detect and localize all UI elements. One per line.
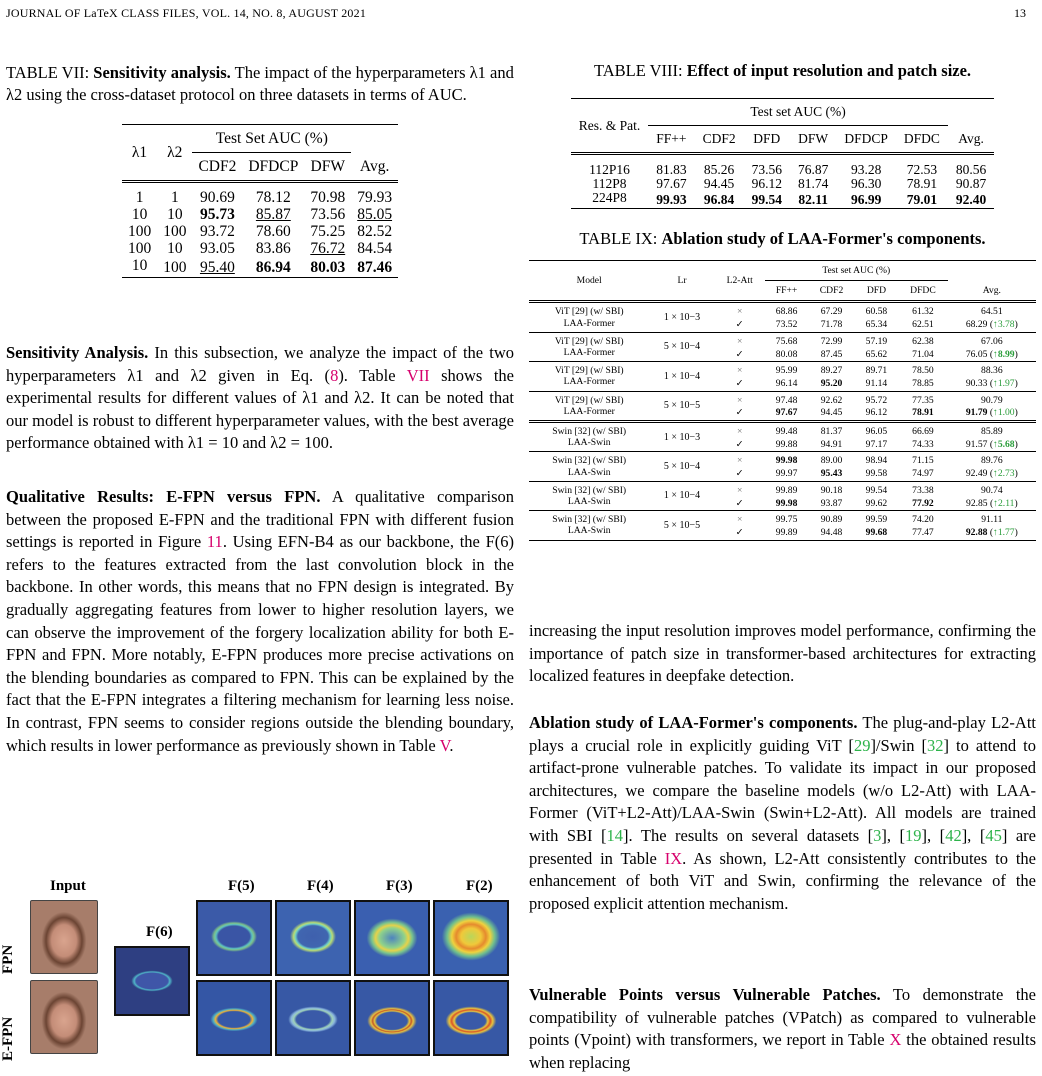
citation-link[interactable]: 14 [606,825,624,845]
table-cell-avg: 92.85 (↑2.11) [966,497,1018,509]
table-cell: 1 × 10−4 [663,490,701,502]
table-cell: 88.36 [981,365,1003,377]
table-cell: LAA-Swin [567,437,611,449]
table-cell: 81.37 [820,426,843,438]
page-number: 13 [1014,6,1026,20]
table-cell: 64.51 [981,306,1003,318]
citation-link[interactable]: 29 [853,735,871,755]
table-cell: 1 [135,189,144,206]
table-cell: 77.92 [912,497,934,509]
table-cell: LAA-Swin [567,466,611,478]
table8-caption: TABLE VIII: Effect of input resolution and patch size. [593,61,972,80]
table-header: DFDC [910,285,936,297]
table-cell: × [736,426,743,438]
table-cell: ViT [29] (w/ SBI) [554,306,624,318]
table-cell: 72.53 [906,162,938,177]
table-cell: 99.59 [865,514,888,526]
table-cell: 90.79 [981,394,1003,406]
table-cell: 71.04 [912,348,934,360]
table-header: DFDCP [844,131,888,146]
table-cell: ✓ [735,377,744,389]
heatmap-f6 [114,946,190,1016]
ablation-paragraph: Ablation study of LAA-Former's components. The plug-and-play L2-Att plays a crucial role in explicitly guiding ViT [29]/Swin [32] to attend to artifact-prone vulnerable patches. To validate its impact in our proposed architectures, we compare the baseline models (w/o L2-Att) with LAA-Former (ViT+L2-Att)/LAA-Swin (Swin+L2-Att). All models are trained with SBI [14]. The results on several datasets [3], [19], [42], [45] are presented in Table IX. As shown, L2-Att consistently contributes to the enhancement of both ViT and Swin, confirming the relevance of the proposed explicit attention mechanism. [529,713,1037,913]
table-cell: 85.05 [357,206,393,223]
heatmap-efpn-f5 [196,980,272,1056]
table-group-header: Test set AUC (%) [765,261,948,281]
table-cell: 112P8 [592,176,627,191]
table-cell: 72.99 [820,335,843,347]
table-cell: 77.35 [912,394,934,406]
table9-caption: TABLE IX: Ablation study of LAA-Former's components. [579,229,986,248]
table-cell: ViT [29] (w/ SBI) [554,365,624,377]
sensitivity-paragraph: Sensitivity Analysis. In this subsection, we analyze the impact of the two hyperparameters λ1 and λ2 given in Eq. (8). Table VII shows the experimental results for different values of λ1 and λ2. It can be noted that our model is robust to different hyperparameter values, with the best average performance obtained with λ1 = 10 and λ2 = 100. [6,343,514,453]
table-cell-avg: 92.49 (↑2.73) [965,468,1018,480]
table-cell: Swin [32] (w/ SBI) [552,514,627,526]
table-cell-avg: 91.57 (↑5.68) [965,438,1018,450]
table7-caption: TABLE VII: Sensitivity analysis. The impact of the hyperparameters λ1 and λ2 using the cross-dataset protocol on three datasets in terms of AUC. [6,63,514,104]
avg-value: 91.57 [965,438,988,450]
gain-value: ↑3.78 [993,319,1015,331]
table-cell: 99.62 [865,497,888,509]
input-face-image-fpn [30,900,98,974]
table7-block [6,62,514,278]
table-cell: × [736,394,743,406]
table-header: DFD [753,131,781,146]
table-cell: 1 × 10−3 [663,312,701,323]
heatmap-efpn-f4 [275,980,351,1056]
table-cell-avg: 68.29 (↑3.78) [965,319,1018,331]
table-cell: 85.89 [981,426,1003,438]
table-cell: 75.68 [775,335,798,347]
gain-value: ↑2.73 [993,468,1015,480]
table-cell: 5 × 10−4 [663,461,701,473]
figure-row-label: E-FPN [0,1016,16,1062]
table-header: λ2 [157,125,192,182]
figure-col-label: Input [50,878,86,894]
table-cell: ✓ [735,497,744,509]
running-head: JOURNAL OF LaTeX CLASS FILES, VOL. 14, NO. 8, AUGUST 2021 [6,6,367,20]
table-cell: 94.91 [820,438,843,450]
table-cell: 99.93 [656,191,687,207]
table-cell: × [736,455,743,467]
table-cell: Swin [32] (w/ SBI) [552,455,627,467]
table-cell: 99.75 [775,514,798,526]
table-cell: 94.45 [820,407,843,419]
table-header: FF++ [775,285,798,297]
table-cell: 79.93 [357,189,393,206]
table-cell: 62.38 [912,335,934,347]
figure-col-label: F(4) [307,878,334,894]
table-cell: 87.45 [820,348,843,360]
table8 [571,98,995,209]
table-cell: 100 [127,223,152,240]
table-cell: 71.78 [820,319,843,331]
qualitative-paragraph: Qualitative Results: E-FPN versus FPN. A qualitative comparison between the proposed E-FPN and the traditional FPN with different fusion settings is reported in Figure 11. Using EFN-B4 as our backbone, the F(6) refers to the features extracted from the last convolution block in the backbone. In other words, this means that no FPN design is integrated. By gradually aggregating features from lower to higher resolution layers, we can observe the improvement of the forgery localization ability for both E-FPN and FPN. More notably, E-FPN produces more precise activations on the blending boundaries as compared to FPN. This can be explained by the fact that the E-FPN integrates a filtering mechanism for learning less noise. In contrast, FPN seems to consider regions outside the blending boundary, which results in lower performance as previously shown in Table V. [6,487,514,755]
table-cell: 80.03 [310,258,346,276]
table-cell: 86.94 [255,258,291,276]
table-cell: × [736,306,743,318]
table-cell: 75.25 [310,223,346,240]
table-cell: ViT [29] (w/ SBI) [554,335,624,347]
table-cell: 10 [131,257,148,274]
table-cell: 99.54 [751,191,782,207]
table-cell: 1 × 10−4 [663,370,701,382]
table-cell: 95.40 [199,258,235,276]
table-cell: Swin [32] (w/ SBI) [552,484,627,496]
table-cell: 94.48 [820,526,843,538]
table-cell: 92.62 [820,394,843,406]
table-cell: 99.97 [775,468,798,480]
table-cell: 89.76 [981,455,1003,467]
table-group-header: Test set AUC (%) [648,99,948,126]
table-cell: 10 [167,206,183,223]
citation-link[interactable]: 32 [926,735,944,755]
table-cell: ✓ [735,438,744,450]
table-header: Avg. [359,157,390,175]
table-link[interactable]: X [889,1030,902,1050]
table-header: Avg. [958,130,984,146]
heatmap-fpn-f5 [196,900,272,976]
table-cell: 71.15 [912,455,934,467]
table-cell: 79.01 [906,191,938,207]
table-cell: 89.71 [865,365,888,377]
avg-value: 90.33 [965,377,988,389]
table-cell: 99.58 [865,468,888,480]
citation-link[interactable]: 19 [905,825,922,845]
table-cell: 89.27 [820,365,843,377]
vulnerable-paragraph: Vulnerable Points versus Vulnerable Patches. To demonstrate the compatibility of vulnerable patches (VPatch) as compared to vulnerable points (Vpoint) with transformers, we report in Table X the obtained results when replacing [529,985,1036,1072]
table8-block [529,60,1036,209]
table-cell: 83.86 [255,240,291,257]
table-cell: ✓ [735,526,744,538]
table-header: DFW [798,131,829,146]
equation-link[interactable]: 8 [330,365,339,385]
table-cell: ✓ [735,468,744,480]
table-cell: 81.83 [656,162,687,177]
table-cell: 78.91 [906,176,938,191]
table-cell: 74.33 [912,438,934,450]
table-cell: 99.98 [775,455,798,467]
table-cell: 1 [170,189,179,206]
heatmap-fpn-f2 [433,900,509,976]
table-cell: 100 [127,240,152,257]
table-cell: 87.46 [357,258,393,276]
table-cell: 96.99 [850,191,882,207]
avg-value: 92.88 [965,526,988,538]
table-cell: LAA-Former [563,317,615,329]
table-header: Res. & Pat. [571,99,649,154]
figure-11 [0,872,520,1076]
table-cell: 76.87 [797,162,829,177]
table-cell: 67.06 [981,335,1003,347]
table-cell: 73.52 [775,319,798,331]
citation-link[interactable]: 42 [945,825,962,845]
citation-link[interactable]: 3 [873,825,882,845]
table-cell: 73.38 [912,484,934,496]
table-cell: 78.60 [255,223,291,240]
table-header: Lr [649,261,714,302]
figure-col-label: F(5) [228,878,255,894]
figure-col-label: F(6) [146,924,173,940]
table-cell: 97.17 [865,438,888,450]
table-cell: 97.67 [656,176,687,191]
table-cell: 99.68 [865,526,888,538]
input-face-image-efpn [30,980,98,1054]
table-cell: ✓ [735,407,744,419]
heatmap-efpn-f2 [433,980,509,1056]
table-header: DFDCP [248,158,299,175]
table-cell: 96.30 [850,176,882,191]
table-cell: 60.58 [865,306,888,318]
table-cell: 84.54 [357,240,393,257]
table-cell: 5 × 10−5 [663,519,701,531]
gain-value: ↑1.00 [993,407,1015,419]
table-cell: 78.12 [255,189,291,206]
table-cell-avg: 90.33 (↑1.97) [965,377,1018,389]
table-cell: 112P16 [589,162,630,177]
table-cell: 5 × 10−4 [663,341,701,353]
table-cell: 100 [163,258,187,276]
table-cell: 78.85 [912,377,934,389]
table-cell: 97.48 [775,394,798,406]
table-cell: ViT [29] (w/ SBI) [554,394,624,406]
table-cell: 95.73 [199,206,235,223]
resolution-paragraph: increasing the input resolution improves model performance, confirming the importance of patch size in transformer-based architectures for extracting localized features in deepfake detection. [529,621,1036,686]
table-cell: 73.56 [310,206,346,223]
table-cell: 99.89 [775,526,798,538]
table-cell: 91.11 [981,514,1003,526]
table-cell: 67.29 [820,306,843,318]
table-cell: 95.99 [775,365,798,377]
table-cell: 97.67 [775,407,798,419]
table-header: L2-Att [715,261,765,302]
table-cell: 93.87 [820,497,843,509]
heatmap-fpn-f4 [275,900,351,976]
table-cell: 96.12 [751,176,782,191]
table-cell-avg: 76.05 (↑8.99) [965,348,1018,360]
table-cell: LAA-Former [563,405,615,417]
table-cell: 96.84 [703,191,735,207]
table-cell: 99.54 [865,484,888,496]
figure-row-label: FPN [0,944,16,974]
heatmap-efpn-f3 [354,980,430,1056]
table-cell: 78.91 [912,407,934,419]
table-header: DFW [310,158,345,175]
table-cell: 1 × 10−3 [663,431,701,443]
table-cell: × [736,365,743,377]
avg-value: 68.29 [965,319,988,331]
table-cell: 90.89 [820,514,843,526]
table-cell: 80.56 [955,162,987,177]
table-cell: 96.14 [775,377,798,389]
table-header: Model [529,261,649,302]
table-cell: ✓ [735,319,744,331]
table-cell: 95.43 [820,468,843,480]
table-header: CDF2 [702,131,736,146]
figure-col-label: F(3) [386,878,413,894]
table-cell: 98.94 [865,455,888,467]
table-header: Avg. [982,284,1001,296]
table-cell: × [736,335,743,347]
table-cell: Swin [32] (w/ SBI) [552,426,627,438]
table-cell: 99.89 [775,484,798,496]
table-group-header: Test Set AUC (%) [192,125,351,153]
table-cell: 70.98 [310,189,346,206]
table-cell: 90.74 [981,484,1003,496]
heatmap-fpn-f3 [354,900,430,976]
table-cell: 73.56 [751,162,782,177]
table7 [122,124,398,278]
table-cell: 85.87 [255,206,291,223]
avg-value: 91.79 [965,407,988,419]
table-cell-avg: 92.88 (↑1.77) [965,526,1018,538]
table-cell: 93.05 [199,240,235,257]
table-cell: 92.40 [955,191,987,207]
table-cell: 10 [167,240,183,257]
table-header: λ1 [122,125,157,182]
gain-value: ↑2.11 [993,497,1015,509]
table-cell: 10 [131,206,148,223]
table-cell: 62.51 [912,319,934,331]
table-cell: 74.97 [912,468,934,480]
table-header: CDF2 [819,285,844,297]
table-link[interactable]: VII [406,365,430,385]
table-cell: 224P8 [592,190,627,205]
avg-value: 76.05 [965,348,988,360]
table-cell: 90.87 [955,176,987,191]
table-cell-avg: 91.79 (↑1.00) [965,407,1018,419]
table-cell: 95.72 [865,394,888,406]
table-cell: ✓ [735,348,744,360]
citation-link[interactable]: 45 [985,825,1002,845]
table-cell: 89.00 [820,455,843,467]
table-cell: 99.88 [775,438,798,450]
table-cell: 93.72 [199,223,235,240]
table-cell: 74.20 [912,514,934,526]
table9 [529,260,1036,541]
table-cell: LAA-Swin [567,496,611,508]
table-cell: 57.19 [865,335,888,347]
table-cell: 85.26 [703,162,735,177]
table-cell: 80.08 [775,348,798,360]
gain-value: ↑1.97 [993,377,1015,389]
table-cell: 61.32 [912,306,934,318]
table-cell: × [736,514,743,526]
table-cell: 78.50 [912,365,934,377]
figure-link[interactable]: 11 [206,532,223,552]
table-cell: LAA-Former [563,376,615,388]
table-cell: 96.12 [865,407,888,419]
table9-block [529,228,1036,541]
table-cell: 99.98 [775,497,798,509]
gain-value: ↑5.68 [993,438,1015,450]
table-cell: 99.48 [775,426,798,438]
table-header: CDF2 [198,158,237,175]
table-cell: 95.20 [820,377,843,389]
table-cell: 93.28 [850,162,882,177]
table-cell: 77.47 [912,526,934,538]
table-header: FF++ [656,131,687,146]
table-cell: × [736,484,743,496]
table-cell: 90.69 [199,189,235,206]
table-cell: 90.18 [820,484,843,496]
table-cell: 66.69 [912,426,934,438]
table-cell: 100 [163,223,187,240]
avg-value: 92.49 [965,468,988,480]
table-cell: 96.05 [865,426,888,438]
table-cell: 76.72 [310,240,346,257]
table-header: DFD [866,285,887,297]
table-cell: 91.14 [865,377,888,389]
table-cell: 68.86 [775,306,798,318]
table-cell: 82.52 [357,223,393,240]
gain-value: ↑8.99 [993,348,1015,360]
table-cell: 82.11 [798,191,828,207]
table-cell: 5 × 10−5 [663,400,701,412]
table-link[interactable]: V [439,735,450,755]
table-cell: 65.34 [865,319,888,331]
table-cell: 65.62 [865,348,888,360]
gain-value: ↑1.77 [993,526,1015,538]
table-cell: LAA-Swin [567,525,611,537]
table-cell: 94.45 [703,176,735,191]
figure-col-label: F(2) [466,878,493,894]
table-header: DFDC [903,131,940,146]
avg-value: 92.85 [966,497,988,509]
table-cell: 81.74 [797,176,829,191]
table-link[interactable]: IX [664,848,683,868]
table-cell: LAA-Former [563,347,615,359]
